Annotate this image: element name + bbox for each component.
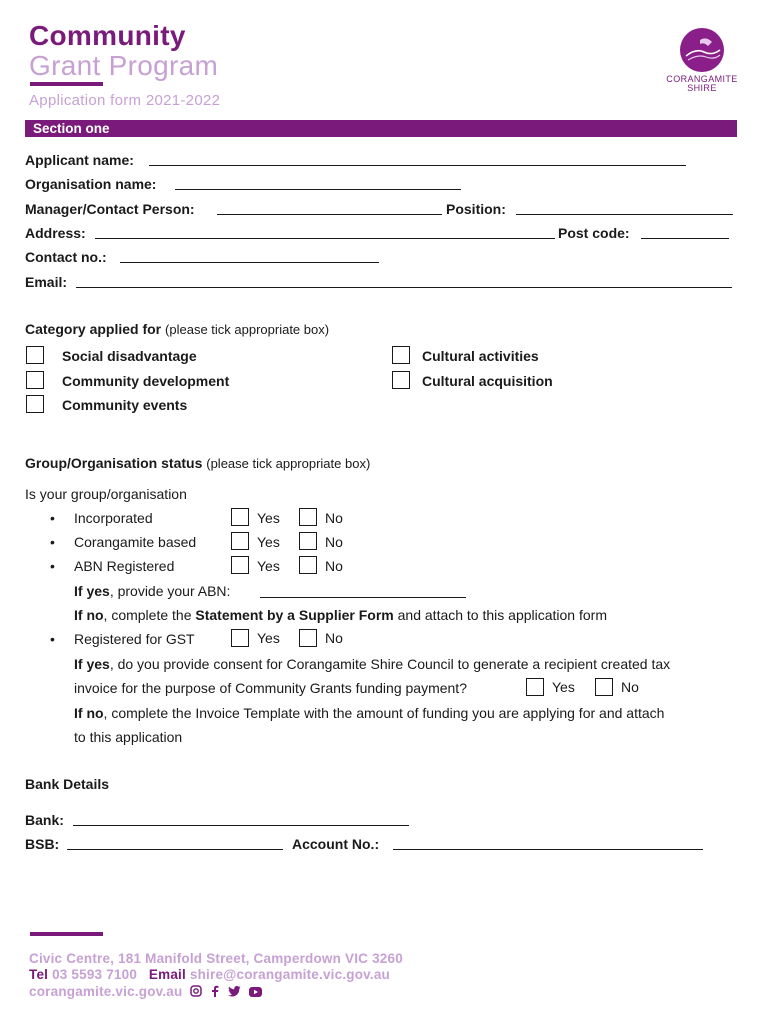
address-field[interactable]: [95, 238, 555, 239]
incorporated-no-checkbox[interactable]: [299, 508, 317, 526]
abn-if-yes-rest: , provide your ABN:: [109, 583, 231, 599]
gst-if-no-bold: If no: [74, 705, 104, 721]
cultural-acquisition-label: Cultural acquisition: [422, 373, 553, 389]
applicant-name-label: Applicant name:: [25, 152, 134, 168]
youtube-icon[interactable]: [249, 985, 262, 1000]
community-development-label: Community development: [62, 373, 230, 389]
facebook-icon[interactable]: [210, 985, 220, 1000]
title-underline: [30, 82, 103, 86]
cultural-acquisition-checkbox[interactable]: [392, 371, 410, 389]
abn-if-no-bold: If no: [74, 607, 104, 623]
abn-field[interactable]: [260, 597, 466, 598]
gst-if-yes-text: [74, 656, 670, 672]
position-label: Position:: [446, 201, 506, 217]
abn-if-no-rest1: , complete the: [103, 607, 196, 623]
social-disadvantage-label: Social disadvantage: [62, 348, 197, 364]
bsb-field[interactable]: [67, 849, 283, 850]
gst-consent-yes-checkbox[interactable]: [526, 678, 544, 696]
position-field[interactable]: [516, 214, 733, 215]
contact-no-label: Contact no.:: [25, 249, 107, 265]
registered-gst-yes-checkbox[interactable]: [231, 629, 249, 647]
community-events-label: Community events: [62, 397, 188, 413]
abn-registered-yes-checkbox[interactable]: [231, 556, 249, 574]
title-community: Community: [29, 20, 186, 51]
website-link[interactable]: corangamite.vic.gov.au: [29, 984, 183, 999]
gst-if-yes-line2: invoice for the purpose of Community Grants funding payment?: [74, 680, 467, 696]
bank-details-heading: Bank Details: [25, 776, 110, 792]
abn-registered-yes-label: Yes: [257, 558, 280, 574]
email-field[interactable]: [76, 287, 732, 288]
gst-if-yes-bold: If yes: [74, 656, 110, 672]
footer-rule: [30, 932, 103, 936]
manager-contact-label: Manager/Contact Person:: [25, 201, 195, 217]
gst-consent-yes-label: Yes: [552, 679, 575, 695]
post-code-field[interactable]: [641, 238, 729, 239]
bsb-label: BSB:: [25, 836, 60, 852]
organisation-name-label: Organisation name:: [25, 176, 157, 192]
incorporated-yes-checkbox[interactable]: [231, 508, 249, 526]
abn-if-yes-bold: If yes: [74, 583, 110, 599]
cultural-activities-label: Cultural activities: [422, 348, 539, 364]
incorporated-no-label: No: [325, 510, 343, 526]
corangamite-based-label: Corangamite based: [74, 534, 197, 550]
abn-registered-no-label: No: [325, 558, 343, 574]
corangamite-based-no-checkbox[interactable]: [299, 532, 317, 550]
section-one-bar: Section one: [25, 120, 737, 137]
logo-text-shire: SHIRE: [687, 83, 717, 93]
applicant-name-field[interactable]: [149, 165, 686, 166]
supplier-statement-link: Statement by a Supplier Form: [195, 607, 394, 623]
bullet-incorporated: •: [50, 510, 55, 526]
abn-registered-no-checkbox[interactable]: [299, 556, 317, 574]
abn-if-yes-text: [74, 583, 230, 599]
gst-consent-no-label: No: [621, 679, 639, 695]
organisation-name-field[interactable]: [175, 189, 461, 190]
bullet-abn-registered: •: [50, 558, 55, 574]
abn-if-no-text: [74, 607, 607, 623]
corangamite-based-no-label: No: [325, 534, 343, 550]
instagram-icon[interactable]: [190, 985, 202, 1000]
incorporated-yes-label: Yes: [257, 510, 280, 526]
account-no-field[interactable]: [393, 849, 703, 850]
cultural-activities-checkbox[interactable]: [392, 346, 410, 364]
abn-if-no-rest2: and attach to this application form: [393, 607, 607, 623]
registered-gst-no-label: No: [325, 630, 343, 646]
footer-contact: [29, 967, 390, 982]
gst-consent-no-checkbox[interactable]: [595, 678, 613, 696]
category-hint: (please tick appropriate box): [165, 322, 330, 337]
title-grant-program: Grant Program: [29, 50, 219, 81]
form-subtitle: Application form 2021-2022: [29, 92, 221, 109]
social-disadvantage-checkbox[interactable]: [26, 346, 44, 364]
logo-emblem-icon: [680, 28, 724, 72]
footer-website-row: [29, 984, 262, 1000]
community-development-checkbox[interactable]: [26, 371, 44, 389]
bullet-registered-gst: •: [50, 631, 55, 647]
bullet-corangamite-based: •: [50, 534, 55, 550]
email-label: Email:: [25, 274, 68, 290]
footer-address: Civic Centre, 181 Manifold Street, Camperdown VIC 3260: [29, 951, 403, 966]
status-heading-text: Group/Organisation status: [25, 455, 203, 471]
status-heading: [25, 455, 370, 471]
account-no-label: Account No.:: [292, 836, 380, 852]
corangamite-logo: [664, 28, 740, 98]
abn-registered-label: ABN Registered: [74, 558, 175, 574]
gst-if-yes-rest: , do you provide consent for Corangamite Shire Council to generate a recipient created tax: [109, 656, 671, 672]
bank-label: Bank:: [25, 812, 64, 828]
corangamite-based-yes-checkbox[interactable]: [231, 532, 249, 550]
status-intro: Is your group/organisation: [25, 486, 187, 502]
registered-gst-label: Registered for GST: [74, 631, 195, 647]
registered-gst-yes-label: Yes: [257, 630, 280, 646]
gst-if-no-line2: to this application: [74, 729, 183, 745]
tel-value[interactable]: 03 5593 7100: [52, 967, 138, 982]
bank-field[interactable]: [73, 825, 409, 826]
email-footer-label: Email: [148, 967, 186, 982]
post-code-label: Post code:: [558, 225, 630, 241]
twitter-icon[interactable]: [228, 985, 241, 1000]
gst-if-no-text: [74, 705, 664, 721]
manager-contact-field[interactable]: [217, 214, 442, 215]
corangamite-based-yes-label: Yes: [257, 534, 280, 550]
category-heading-text: Category applied for: [25, 321, 162, 337]
community-events-checkbox[interactable]: [26, 395, 44, 413]
status-hint: (please tick appropriate box): [206, 456, 371, 471]
registered-gst-no-checkbox[interactable]: [299, 629, 317, 647]
address-label: Address:: [25, 225, 86, 241]
email-footer-value[interactable]: shire@corangamite.vic.gov.au: [189, 967, 390, 982]
contact-no-field[interactable]: [120, 262, 379, 263]
tel-label: Tel: [29, 967, 49, 982]
incorporated-label: Incorporated: [74, 510, 153, 526]
gst-if-no-rest: , complete the Invoice Template with the amount of funding you are applying for and attach: [103, 705, 665, 721]
logo-text-corangamite: CORANGAMITE: [666, 74, 738, 84]
category-heading: [25, 321, 329, 337]
